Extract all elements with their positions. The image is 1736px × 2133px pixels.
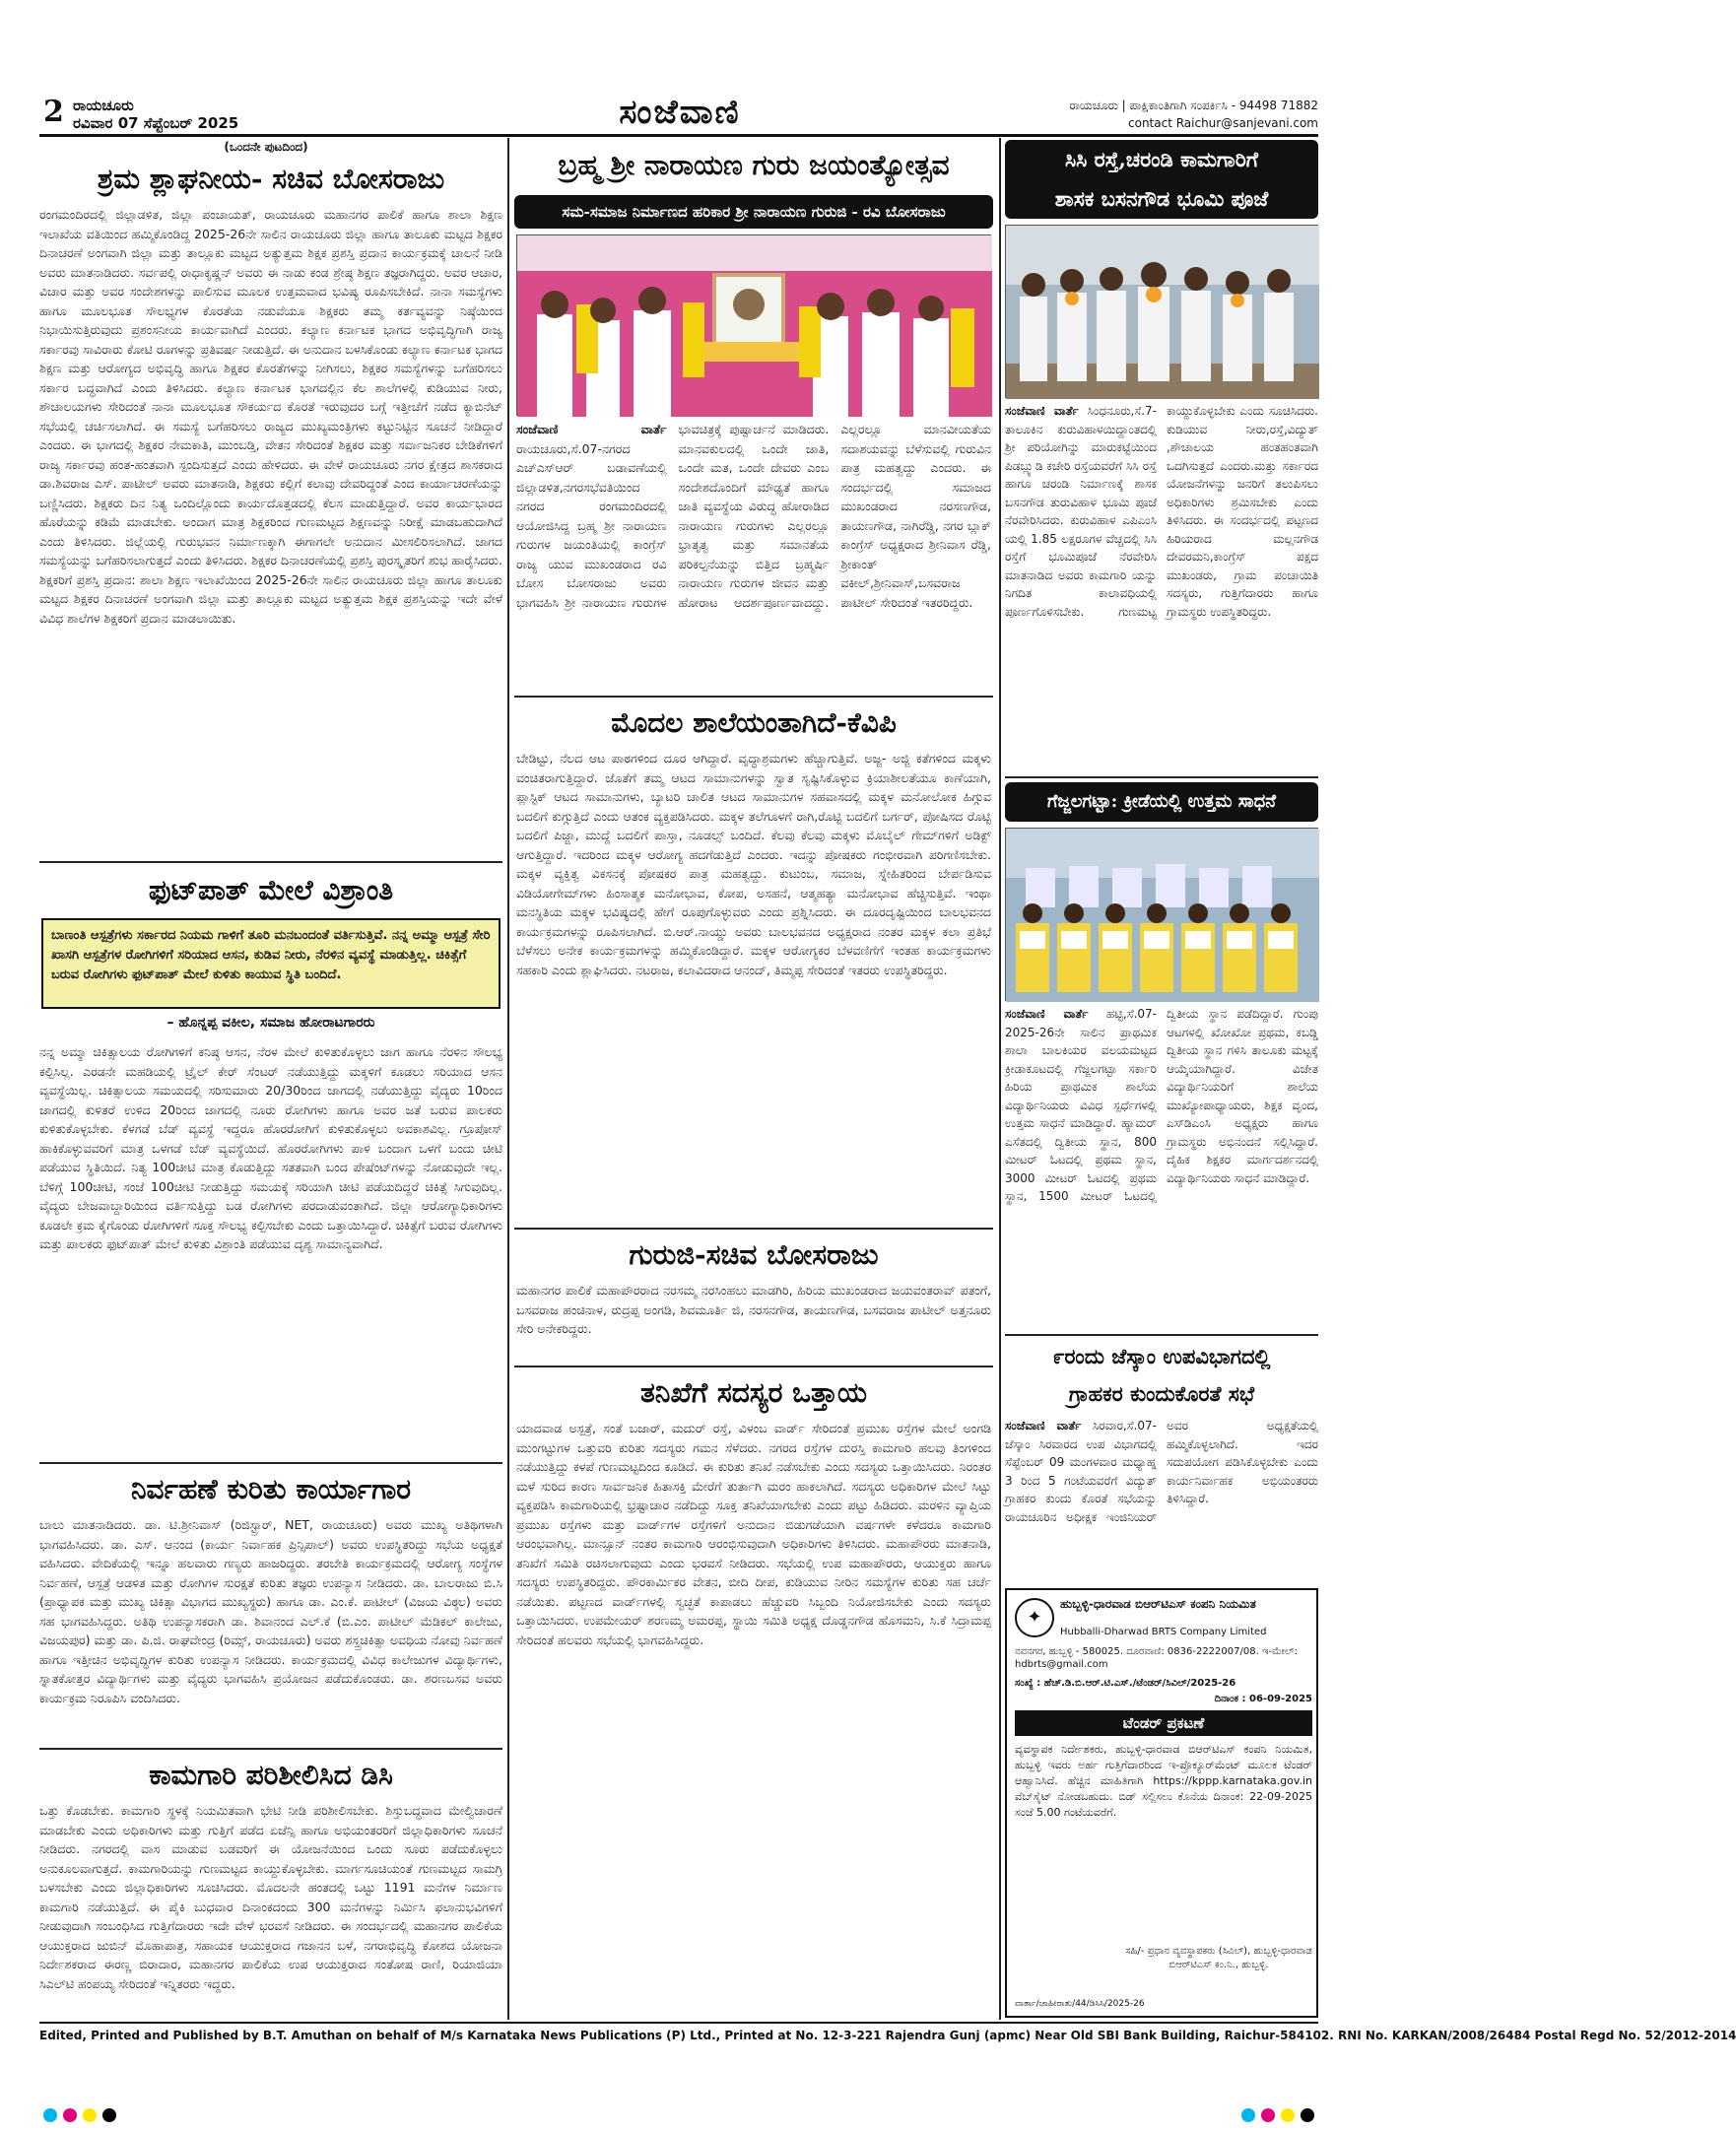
mid-story1-subheadline: ಸಮ-ಸಮಾಜ ನಿರ್ಮಾಣದ ಹರಿಕಾರ ಶ್ರೀ ನಾರಾಯಣ ಗುರುಜಿ - ರವಿ ಬೋಸರಾಜು [514,195,993,229]
registration-dot-cyan [1241,2108,1255,2122]
masthead-contact-line1: ರಾಯಚೂರು | ಪಾಕ್ಷಿಕಾಂತಿಗಾಗಿ ಸಂಪರ್ಕಿಸಿ - 94498 71882 [1069,99,1318,112]
story3-body: ಬಾಲು ಮಾತನಾಡಿದರು. ಡಾ. ಟಿ.ಶ್ರೀನಿವಾಸ್ (ರಿಜಿಸ್ಟ್ರಾರ್, NET, ರಾಯಚೂರು) ಅವರು ಮುಖ್ಯ ಅತಿಥಿಗಳಾಗಿ ಭಾಗವಹಿಸಿದರು. ಡಾ. ಎಸ್. ಆನಂದ (ಕಾರ್ಯ ನಿರ್ವಾಹಕ ಪ್ರಿನ್ಸಿಪಾಲ್) ಅವರು ಉಪಸ್ಥಿತರಿದ್ದು ಸಭೆಯ ಅಧ್ಯಕ್ಷತೆ ವಹಿಸಿದರು. ವೇದಿಕೆಯಲ್ಲಿ ಇನ್ನೂ ಹಲವಾರು ಗಣ್ಯರು ಹಾಜರಿದ್ದರು. ತರಬೇತಿ ಕಾರ್ಯಕ್ರಮದಲ್ಲಿ ಆರೋಗ್ಯ ಸಂಸ್ಥೆಗಳ ನಿರ್ವಹಣೆ, ಆಸ್ಪತ್ರೆ ಆಡಳಿತ ಮತ್ತು ರೋಗಿಗಳ ಸುರಕ್ಷತೆ ಕುರಿತು ತಜ್ಞರು ಉಪನ್ಯಾಸ ನೀಡಿದರು. ಡಾ. ಬಾಲರಾಜು ಬಿ.ಸಿ (ಪ್ರಾಧ್ಯಾಪಕ ಮತ್ತು ಮುಖ್ಯ ಚಿಕಿತ್ಸಾ ವಿಭಾಗದ ಮುಖ್ಯಸ್ಥರು) ಹಾಗೂ ಡಾ. ಎಂ.ಕೆ. ಪಾಟೀಲ್ (ವಿಜಯ ವಿಠ್ಠಲ) ಅವರು ಸಹ ಭಾಗವಹಿಸಿದ್ದರು. ಅತಿಥಿ ಉಪನ್ಯಾಸಕರಾಗಿ ಡಾ. ಶಿವಾನಂದ ಎಲ್.ಕೆ (ಬಿ.ಎಂ. ಪಾಟೀಲ್ ಮೆಡಿಕಲ್ ಕಾಲೇಜು, ವಿಜಯಪುರ) ಮತ್ತು ಡಾ. ಪಿ.ಜಿ. ರಾಘವೇಂದ್ರ (ರಿಮ್ಸ್, ರಾಯಚೂರು) ಅವರು ಶಸ್ತ್ರಚಿಕಿತ್ಸಾ ಅವಧಿಯ ನೋವು ನಿರ್ವಹಣೆ ಹಾಗೂ ಇತ್ತೀಚಿನ ಅಭಿವೃದ್ಧಿಗಳ ಕುರಿತು ಉಪನ್ಯಾಸ ನೀಡಿದರು. ಕಾರ್ಯಕ್ರಮದಲ್ಲಿ ವಿವಿಧ ಕಾಲೇಜುಗಳ ವಿದ್ಯಾರ್ಥಿಗಳು, ಸ್ನಾತಕೋತ್ತರ ವಿದ್ಯಾರ್ಥಿಗಳು ಮತ್ತು ವೈದ್ಯರು ಭಾಗವಹಿಸಿ ಪ್ರಯೋಜನ ಪಡೆದುಕೊಂಡರು. ಡಾ. ಶರಣಬಸವ ಅವರು ಕಾರ್ಯಕ್ರಮ ನಿರೂಪಿಸಿ ವಂದಿಸಿದರು. [39,1517,502,1705]
right-story1-text: ಸಿಂಧನೂರು,ಸೆ.7- ತಾಲೂಕಿನ ಕುರುವಿಹಾಳಯಿದ್ದಾಂತದಲ್ಲಿ ಶ್ರೀ ಪರಿಯೋಗಿನ್ನು ಮಾರುಕಟ್ಟೆಯಿಂದ ಪಿಡಬ್ಲ್ಯುಡಿ ಕಚೇರಿ ರಸ್ತೆಯವರೆಗೆ ಸಿಸಿ ರಸ್ತೆ ಹಾಗೂ ಚರಂಡಿ ನಿರ್ಮಾಣಕ್ಕೆ ಶಾಸಕ ಬಸನಗೌಡ ತುರುವಿಹಾಳ ಭೂಮಿ ಪೂಜೆ ನೆರವೇರಿಸಿದರು. ಕುರುವಿಹಾಳ ಎಪಿಎಂಸಿ ಯಲ್ಲಿ 1.85 ಲಕ್ಷರೂಗಳ ವೆಚ್ಚದಲ್ಲಿ ಸಿಸಿ ರಸ್ತೆಗೆ ಭೂಮಿಪೂಜೆ ನೆರವೇರಿಸಿ ಮಾತನಾಡಿದ ಅವರು ಕಾಮಗಾರಿ ಯನ್ನು ನಿಗದಿತ ಕಾಲಾವಧಿಯಲ್ಲಿ ಪೂರ್ಣಗೊಳಿಸಬೇಕು. ಗುಣಮಟ್ಟ ಕಾಯ್ದುಕೊಳ್ಳಬೇಕು ಎಂದು ಸೂಚಿಸಿದರು. ಕುಡಿಯುವ ನೀರು,ರಸ್ತೆ,ವಿದ್ಯುತ್ ,ಶೌಚಾಲಯ ಹಂತಹಂತವಾಗಿ ಒದಗಿಸುತ್ತದೆ ಎಂದರು.ಮತ್ತು ಸರ್ಕಾರದ ಯೋಜನೆಗಳನ್ನು ಜನರಿಗೆ ತಲುಪಿಸಲು ಅಧಿಕಾರಿಗಳು ಶ್ರಮಿಸಬೇಕು ಎಂದು ತಿಳಿಸಿದರು. ಈ ಸಂದರ್ಭದಲ್ಲಿ ಪಟ್ಟಣದ ಹಿರಿಯರಾದ ಮಲ್ಲನಗೌಡ ದೇವರಮನಿ,ಕಾಂಗ್ರೆಸ್ ಪಕ್ಷದ ಮುಖಂಡರು, ಗ್ರಾಮ ಪಂಚಾಯಿತಿ ಸದಸ್ಯರು, ಗುತ್ತಿಗೆದಾರರು ಹಾಗೂ ಗ್ರಾಮಸ್ಥರು ಉಪಸ್ಥಿತರಿದ್ದರು. [1005,404,1318,619]
ad-ref: ಸಂಖ್ಯೆ : ಹೆಚ್.ಡಿ.ಬಿ.ಆರ್.ಟಿ.ಎಸ್./ಟೆಂಡರ್/ಸಿವಿಲ್/2025-26 [1015,1678,1236,1689]
story2-headline: ಫುಟ್‌ಪಾತ್ ಮೇಲೆ ವಿಶ್ರಾಂತಿ [148,874,394,906]
continued-label: (ಒಂದನೇ ಪುಟದಿಂದ) [224,140,308,154]
right-story3-headline-line1: ೯ರಂದು ಜೆಸ್ಕಾಂ ಉಪವಿಭಾಗದಲ್ಲಿ [1052,1344,1271,1368]
registration-dot-magenta [1261,2108,1275,2122]
right-story3-body [1005,1417,1318,1582]
right-story2-byline: ಸಂಜೆವಾಣಿ ವಾರ್ತೆ [1005,1007,1089,1021]
paper-logo: ಸಂಜೆವಾಣಿ [619,93,741,132]
right-story1-byline: ಸಂಜೆವಾಣಿ ವಾರ್ತೆ [1005,404,1079,418]
registration-dot-magenta [63,2108,77,2122]
sports-students-illustration [1006,829,1319,1002]
footer-imprint: Edited, Printed and Published by B.T. Amuthan on behalf of M/s Karnataka News Publications (P) Ltd., Printed at No. 12-3-221 Rajendra Gunj (apmc) Near Old SBI Bank Building, Raichur-584102. RNI No. KARKAN/2008/26484 Postal Regd No. 52/2012-2014 [39,2022,1318,2047]
column-divider-right [999,138,1001,2020]
story-divider [39,861,502,863]
story2-quote-author: – ಹೊನ್ನಪ್ಪ ವಕೀಲ, ಸಮಾಜ ಹೋರಾಟಗಾರರು [167,1015,375,1031]
masthead-rule [39,134,1318,137]
ad-org-name: ಹುಬ್ಬಳ್ಳಿ-ಧಾರವಾಡ ಬಿಆರ್‌ಟಿಎಸ್ ಕಂಪನಿ ನಿಯಮಿತ [1060,1597,1256,1611]
right-story1-body [1005,402,1318,772]
ad-signature: ಸಹಿ/- ಪ್ರಧಾನ ವ್ಯವಸ್ಥಾಪಕರು (ಸಿವಿಲ್), ಹುಬ್ಬಳ್ಳಿ-ಧಾರವಾಡ ಬಿಆರ್‌ಟಿಎಸ್ ಕಂ.ನಿ., ಹುಬ್ಬಳ್ಳಿ. [1125,1946,1312,1970]
jayanti-event-illustration [517,235,992,417]
registration-dot-black [1301,2108,1314,2122]
story-divider [514,1366,993,1367]
registration-marks-right [1241,2108,1314,2122]
mid-story1-headline: ಬ್ರಹ್ಮ ಶ್ರೀ ನಾರಾಯಣ ಗುರು ಜಯಂತ್ಯೋತ್ಸವ [558,149,950,181]
story-divider [39,1748,502,1750]
right-story1-headline-line1: ಸಿಸಿ ರಸ್ತೆ,ಚರಂಡಿ ಕಾಮಗಾರಿಗೆ [1005,140,1318,179]
jayanti-event-photo [516,234,991,416]
masthead-date: ರವಿವಾರ 07 ಸೆಪ್ಟೆಂಬರ್ 2025 [73,114,239,132]
right-story3-headline-line2: ಗ್ರಾಹಕರ ಕುಂದುಕೊರತೆ ಸಭೆ [1068,1381,1255,1406]
mid-story3-headline: ಗುರುಜಿ-ಸಚಿವ ಬೋಸರಾಜು [629,1238,879,1271]
story-divider [514,696,993,698]
registration-dot-black [102,2108,116,2122]
story-divider [514,1228,993,1230]
mid-story1-body [516,420,991,692]
ad-tender-body: ವ್ಯವಸ್ಥಾಪಕ ನಿರ್ದೇಶಕರು, ಹುಬ್ಬಳ್ಳಿ-ಧಾರವಾಡ ಬಿಆರ್‌ಟಿಎಸ್ ಕಂಪನಿ ನಿಯಮಿತ, ಹುಬ್ಬಳ್ಳಿ ಇವರು ಅರ್ಹ ಗುತ್ತಿಗೆದಾರರಿಂದ ಇ-ಪ್ರೊಕ್ಯೂರ್‌ಮೆಂಟ್ ಮೂಲಕ ಟೆಂಡರ್ ಆಹ್ವಾನಿಸಿದೆ. ಹೆಚ್ಚಿನ ಮಾಹಿತಿಗಾಗಿ https://kppp.karnataka.gov.in ವೆಬ್‌ಸೈಟ್ ನೋಡಬಹುದು. ಬಿಡ್ ಸಲ್ಲಿಸಲು ಕೊನೆಯ ದಿನಾಂಕ: 22-09-2025 ಸಂಜೆ 5.00 ಗಂಟೆಯವರೆಗೆ. [1015,1743,1312,1819]
mid-story4-body: ಯಾದವಾಡ ಅಸ್ಪತ್ರೆ, ಸಂತೆ ಬಜಾರ್, ಮದುರ್ ರಸ್ತೆ, ವಿಳಂಬ ವಾರ್ಡ್ ಸೇರಿದಂತೆ ಪ್ರಮುಖ ರಸ್ತೆಗಳ ಮೇಲೆ ಅಂಗಡಿ ಮುಂಗಟ್ಟುಗಳ ಒತ್ತುವರಿ ಕುರಿತು ಸದಸ್ಯರು ಗಮನ ಸೆಳೆದರು. ನಗರದ ರಸ್ತೆಗಳ ದುರಸ್ತಿ ಕಾಮಗಾರಿ ಹಲವು ತಿಂಗಳಿಂದ ನಡೆಯುತ್ತಿದ್ದು ಕಳಪೆ ಗುಣಮಟ್ಟದಿಂದ ಕೂಡಿದೆ. ಈ ಕುರಿತು ತನಿಖೆ ನಡೆಸಬೇಕು ಎಂದು ಸದಸ್ಯರು ಒತ್ತಾಯಿಸಿದರು. ನಿರಂತರ ಮಳೆ ಸುರಿದ ಕಾರಣ ಸಾರ್ವಜನಿಕ ಹಿತಾಸಕ್ತಿ ಮೇರೆಗೆ ತುರ್ತಾಗಿ ಮರಂ ಹಾಕಲಾಗಿದೆ. ಸದಸ್ಯರು ಅಧಿಕಾರಿಗಳ ಮೇಲೆ ಸಿಟ್ಟು ವ್ಯಕ್ತಪಡಿಸಿ ಕಾಮಗಾರಿಯಲ್ಲಿ ಭ್ರಷ್ಟಾಚಾರ ನಡೆದಿದ್ದು ಸೂಕ್ತ ತನಿಖೆಯಾಗಬೇಕು ಎಂದು ಪಟ್ಟು ಹಿಡಿದರು. ಮರಳಿನ ವ್ಯಾಪ್ತಿಯ ಪ್ರಮುಖ ರಸ್ತೆಗಳು ಮತ್ತು ವಾರ್ಡ್‌ಗಳ ರಸ್ತೆಗಳಿಗೆ ಅನುದಾನ ಬಿಡುಗಡೆಯಾಗಿ ವರ್ಷಗಳೇ ಕಳೆದರೂ ಕಾಮಗಾರಿ ಆರಂಭವಾಗಿಲ್ಲ. ಮಾನ್ಸೂನ್ ನಂತರ ಕಾಮಗಾರಿ ಆರಂಭಿಸುವುದಾಗಿ ಅಧಿಕಾರಿಗಳು ತಿಳಿಸಿದರು. ಮಹಾಪೌರರು ಮಾತನಾಡಿ, ತನಿಖೆಗೆ ಸಮಿತಿ ರಚಿಸಲಾಗುವುದು ಎಂದು ಭರವಸೆ ನೀಡಿದರು. ಸಭೆಯಲ್ಲಿ ಉಪ ಮಹಾಪೌರರು, ಆಯುಕ್ತರು ಹಾಗೂ ಸದಸ್ಯರು ಉಪಸ್ಥಿತರಿದ್ದರು. ಪೌರಕಾರ್ಮಿಕರ ವೇತನ, ಬೀದಿ ದೀಪ, ಕುಡಿಯುವ ನೀರಿನ ಸಮಸ್ಯೆಗಳ ಕುರಿತು ಸಹ ಚರ್ಚೆ ನಡೆಯಿತು. ಪಟ್ಟಣದ ವಾರ್ಡ್‌ಗಳಲ್ಲಿ ಸ್ವಚ್ಛತೆ ಕಾಪಾಡಲು ಹೆಚ್ಚುವರಿ ಸಿಬ್ಬಂದಿ ನಿಯೋಜಿಸಬೇಕು ಎಂದು ಸದಸ್ಯರು ಒತ್ತಾಯಿಸಿದರು. ಉಪಮೇಯರ್ ಶರಣಮ್ಮ ಅಮರಪ್ಪ, ಸ್ಥಾಯಿ ಸಮಿತಿ ಅಧ್ಯಕ್ಷ ದೊಡ್ಡನಗೌಡ ಹೊಸಮನಿ, ಸಿ.ಕೆ ಸಿದ್ರಾಮಪ್ಪ ಸೇರಿದಂತೆ ಹಲವರು ಸಭೆಯಲ್ಲಿ ಭಾಗವಹಿಸಿದ್ದರು. [516,1421,991,1647]
mid-story4-headline: ತನಿಖೆಗೆ ಸದಸ್ಯರ ಒತ್ತಾಯ [639,1376,868,1409]
ad-tender-title: ಟೆಂಡರ್ ಪ್ರಕಟಣೆ [1015,1710,1312,1736]
story2-quote: ಬಾಣಂತಿ ಆಸ್ಪತ್ರೆಗಳು ಸರ್ಕಾರದ ನಿಯಮ ಗಾಳಿಗೆ ತೂರಿ ಮನಬಂದಂತೆ ವರ್ತಿಸುತ್ತಿವೆ. ನನ್ನ ಅಮ್ಮಾ ಆಸ್ಪತ್ರೆ ಸೇರಿ ಖಾಸಗಿ ಆಸ್ಪತ್ರೆಗಳ ರೋಗಿಗಳಿಗೆ ಸರಿಯಾದ ಆಸನ, ಕುಡಿವ ನೀರು, ನೆರಳಿನ ವ್ಯವಸ್ಥೆ ಮಾಡುತ್ತಿಲ್ಲ. ಚಿಕಿತ್ಸೆಗೆ ಬರುವ ರೋಗಿಗಳು ಫುಟ್‌ಪಾತ್ ಮೇಲೆ ಕುಳಿತು ಕಾಯುವ ಸ್ಥಿತಿ ಬಂದಿದೆ. [41,918,501,1009]
story1-headline: ಶ್ರಮ ಶ್ಲಾಘನೀಯ- ಸಚಿವ ಬೋಸರಾಜು [97,163,445,195]
right-story3-text: ಸಿರವಾರ,ಸೆ.07-ಜೆಸ್ಕಾಂ ಸಿರವಾರದ ಉಪ ವಿಭಾಗದಲ್ಲಿ ಸೆಪ್ಟೆಂಬರ್ 09 ಮಂಗಳವಾರ ಮಧ್ಯಾಹ್ನ 3 ರಿಂದ 5 ಗಂಟೆಯವರೆಗೆ ವಿದ್ಯುತ್ ಗ್ರಾಹಕರ ಕುಂದು ಕೊರತೆ ಸಭೆಯನ್ನು ರಾಯಚೂರಿನ ಅಧೀಕ್ಷಕ ಇಂಜಿನಿಯರ್ ಅವರ ಅಧ್ಯಕ್ಷತೆಯಲ್ಲಿ ಹಮ್ಮಿಕೊಳ್ಳಲಾಗಿದೆ. ಇದರ ಸದುಪಯೋಗ ಪಡಿಸಿಕೊಳ್ಳಬೇಕು ಎಂದು ಕಾರ್ಯನಿರ್ವಾಹಕ ಅಭಿಯಂತರರು ತಿಳಿಸಿದ್ದಾರೆ. [1005,1419,1318,1524]
right-story2-body [1005,1005,1318,1330]
mid-story1-byline: ಸಂಜೆವಾಣಿ ವಾರ್ತೆ [516,422,667,436]
page-number: 2 [43,95,64,129]
right-story2-text: ಹಟ್ಟಿ,ಸೆ.07-2025-26ನೇ ಸಾಲಿನ ಪ್ರಾಥಮಿಕ ಶಾಲಾ ಬಾಲಕಿಯರ ವಲಯಮಟ್ಟದ ಕ್ರೀಡಾಕೂಟದಲ್ಲಿ ಗೆಜ್ಜಲಗಟ್ಟಾ ಸರ್ಕಾರಿ ಹಿರಿಯ ಪ್ರಾಥಮಿಕ ಶಾಲೆಯ ವಿದ್ಯಾರ್ಥಿನಿಯರು ವಿವಿಧ ಸ್ಪರ್ಧೆಗಳಲ್ಲಿ ಉತ್ತಮ ಸಾಧನೆ ಮಾಡಿದ್ದಾರೆ. ಹ್ಯಾಮರ್ ಎಸೆತದಲ್ಲಿ ದ್ವಿತೀಯ ಸ್ಥಾನ, 800 ಮೀಟರ್ ಓಟದಲ್ಲಿ ಪ್ರಥಮ ಸ್ಥಾನ, 3000 ಮೀಟರ್ ಓಟದಲ್ಲಿ ಪ್ರಥಮ ಸ್ಥಾನ, 1500 ಮೀಟರ್ ಓಟದಲ್ಲಿ ದ್ವಿತೀಯ ಸ್ಥಾನ ಪಡೆದಿದ್ದಾರೆ. ಗುಂಪು ಆಟಗಳಲ್ಲಿ ಖೋಖೋ ಪ್ರಥಮ, ಕಬಡ್ಡಿ ದ್ವಿತೀಯ ಸ್ಥಾನ ಗಳಿಸಿ ತಾಲೂಕು ಮಟ್ಟಕ್ಕೆ ಆಯ್ಕೆಯಾಗಿದ್ದಾರೆ. ವಿಜೇತ ವಿದ್ಯಾರ್ಥಿನಿಯರಿಗೆ ಶಾಲೆಯ ಮುಖ್ಯೋಪಾಧ್ಯಾಯರು, ಶಿಕ್ಷಕ ವೃಂದ, ಎಸ್‌ಡಿಎಂಸಿ ಅಧ್ಯಕ್ಷರು ಹಾಗೂ ಗ್ರಾಮಸ್ಥರು ಅಭಿನಂದನೆ ಸಲ್ಲಿಸಿದ್ದಾರೆ. ದೈಹಿಕ ಶಿಕ್ಷಕರ ಮಾರ್ಗದರ್ಶನದಲ್ಲಿ ವಿದ್ಯಾರ್ಥಿನಿಯರು ಸಾಧನೆ ಮಾಡಿದ್ದಾರೆ. [1005,1007,1318,1203]
mid-story3-body: ಮಹಾನಗರ ಪಾಲಿಕೆ ಮಹಾಪೌರರಾದ ನರಸಮ್ಮ ನರಸಿಂಹಲು ಮಾಡಗಿರಿ, ಹಿರಿಯ ಮುಖಂಡರಾದ ಜಯವಂತರಾವ್ ಪತಂಗೆ, ಬಸವರಾಜ ಹಂಚಿನಾಳ, ರುದ್ರಪ್ಪ ಅಂಗಡಿ, ಶಿವಮೂರ್ತಿ ಜಿ, ನರಸನಗೌಡ, ತಾಯಣಗೌಡ, ಬಸವರಾಜ ಪಾಟೀಲ್ ಅತ್ತನೂರು ಸೇರಿ ಅನೇಕರಿದ್ದರು. [516,1283,991,1336]
story4-body: ಒತ್ತು ಕೊಡಬೇಕು. ಕಾಮಗಾರಿ ಸ್ಥಳಕ್ಕೆ ನಿಯಮಿತವಾಗಿ ಭೇಟಿ ನೀಡಿ ಪರಿಶೀಲಿಸಬೇಕು. ಶಿಸ್ತುಬದ್ಧವಾದ ಮೇಲ್ವಿಚಾರಣೆ ಮಾಡಬೇಕು ಎಂದು ಅಧಿಕಾರಿಗಳು ಮತ್ತು ಗುತ್ತಿಗೆ ಪಡೆದ ಏಜೆನ್ಸಿ ಹಾಗೂ ಅಭಿಯಂತರರಿಗೆ ಜಿಲ್ಲಾಧಿಕಾರಿಗಳು ಸೂಚನೆ ನೀಡಿದರು. ನಗರದಲ್ಲಿ ವಾಸ ಮಾಡುವ ಬಡವರಿಗೆ ಈ ಯೋಜನೆಯಿಂದ ಒಂದು ಸೂರು ಪಡೆದುಕೊಳ್ಳಲು ಅನುಕೂಲವಾಗುತ್ತದೆ. ಕಾಮಗಾರಿಯನ್ನು ಗುಣಮಟ್ಟದ ಕಾಯ್ದುಕೊಳ್ಳಬೇಕು. ಮಾರ್ಗಸೂಚಿಯಂತೆ ಗುಣಮಟ್ಟದ ಸಾಮಗ್ರಿ ಬಳಸಬೇಕು ಎಂದು ಜಿಲ್ಲಾಧಿಕಾರಿಗಳು ಸೂಚಿಸಿದರು. ಮೊದಲನೇ ಹಂತದಲ್ಲಿ ಒಟ್ಟು 1191 ಮನೆಗಳ ನಿರ್ಮಾಣ ಕಾಮಗಾರಿ ನಡೆಯುತ್ತಿದೆ. ಈ ಪೈಕಿ ಬುಧವಾರ ದಿನಾಂಕದಂದು 300 ಮನೆಗಳನ್ನು ನಿರ್ಮಿಸಿ ಫಲಾನುಭವಿಗಳಿಗೆ ನೀಡುವುದಾಗಿ ಸಂಬಂಧಿಸಿದ ಗುತ್ತಿಗೆದಾರರು ಇದೇ ವೇಳೆ ಭರವಸೆ ನೀಡಿದರು. ಈ ಸಂದರ್ಭದಲ್ಲಿ ಮಹಾನಗರ ಪಾಲಿಕೆಯ ಆಯುಕ್ತರಾದ ಜುಬಿನ್ ಮೊಹಾಪಾತ್ರ, ಸಹಾಯಕ ಆಯುಕ್ತರಾದ ಗಜಾನನ ಬಳೆ, ನಗರಾಭಿವೃದ್ಧಿ ಕೋಶದ ಯೋಜನಾ ನಿರ್ದೇಶಕರಾದ ಈರಣ್ಣ ಬಿರಾದಾರ, ಮಹಾನಗರ ಪಾಲಿಕೆಯ ಉಪ ಆಯುಕ್ತರಾದ ಸಂತೋಷ ರಾಣಿ, ರಿಯಾಜಿಯಾ ಸಿಎಲ್‌ಟಿ ಹಂಪಯ್ಯ ಸೇರಿದಂತೆ ಇನ್ನಿತರರು ಇದ್ದರು. [39,1803,502,1991]
sports-students-photo [1005,828,1318,1001]
bhoomi-pooja-photo [1005,225,1318,398]
registration-dot-cyan [43,2108,57,2122]
mid-story1-text: ರಾಯಚೂರು,ಸೆ.07-ನಗರದ ಎಚ್‌ಎಸ್‌ಆರ್ ಬಡಾವಣೆಯಲ್ಲಿ ಜಿಲ್ಲಾಡಳಿತ,ನಗರಸಭೆವತಿಯಿಂದ ನಗರದ ರಂಗಮಂದಿರದಲ್ಲಿ ಆಯೋಜಿಸಿದ್ದ ಬ್ರಹ್ಮ ಶ್ರೀ ನಾರಾಯಣ ಗುರುಗಳ ಜಯಂತಿಯಲ್ಲಿ ಕಾಂಗ್ರೆಸ್ ರಾಜ್ಯ ಯುವ ಮುಖಂಡರಾದ ರವಿ ಬೋಸ ಬೋಸರಾಜು ಅವರು ಭಾಗವಹಿಸಿ ಶ್ರೀ ನಾರಾಯಣ ಗುರುಗಳ ಭಾವಚಿತ್ರಕ್ಕೆ ಪುಷ್ಪಾರ್ಚನೆ ಮಾಡಿದರು. ಮಾನವಕುಲದಲ್ಲಿ ಒಂದೇ ಜಾತಿ, ಒಂದೇ ಮತ, ಒಂದೇ ದೇವರು ಎಂಬ ಸಂದೇಶದೊಂದಿಗೆ ಮೌಢ್ಯತೆ ಹಾಗೂ ಜಾತಿ ವ್ಯವಸ್ಥೆಯ ವಿರುದ್ಧ ಹೋರಾಡಿದ ನಾರಾಯಣ ಗುರುಗಳು ಎಲ್ಲರಲ್ಲೂ ಭ್ರಾತೃತ್ವ ಮತ್ತು ಸಮಾನತೆಯ ಪರಿಕಲ್ಪನೆಯನ್ನು ಬಿತ್ತಿದ ಬ್ರಹ್ಮರ್ಷಿ ನಾರಾಯಣ ಗುರುಗಳ ಜೀವನ ಮತ್ತು ಹೋರಾಟ ಆದರ್ಶಪೂರ್ಣವಾದದ್ದು. ಎಲ್ಲರಲ್ಲೂ ಮಾನವೀಯತೆಯ ಸದಾಶಯವನ್ನು ಬೆಳೆಸುವಲ್ಲಿ ಗುರುವಿನ ಪಾತ್ರ ಮಹತ್ವದ್ದು ಎಂದರು. ಈ ಸಂದರ್ಭದಲ್ಲಿ ಸಮಾಜದ ಮುಖಂಡರಾದ ನರಸಣಗೌಡ, ತಾಯಣಗೌಡ, ನಾಗಿರೆಡ್ಡಿ, ನಗರ ಬ್ಲಾಕ್ ಕಾಂಗ್ರೆಸ್ ಅಧ್ಯಕ್ಷರಾದ ಶ್ರೀನಿವಾಸ ರೆಡ್ಡಿ, ಶ್ರೀಕಾಂತ್ ವಕೀಲ್,ಶ್ರೀನಿವಾಸ್,ಬಸವರಾಜ ಪಾಟೀಲ್ ಸೇರಿದಂತೆ ಇತರರಿದ್ದರು. [516,422,991,610]
ad-footnote: ವಾರ್ತಾ/ಜಾಹೀರಾತು/44/ಡಿಸಿಸಿ/2025-26 [1015,1999,1145,2009]
masthead-contact-line2: contact Raichur@sanjevani.com [1128,116,1318,130]
right-story2-headline: ಗೆಜ್ಜಲಗಟ್ಟಾ: ಕ್ರೀಡೆಯಲ್ಲಿ ಉತ್ತಮ ಸಾಧನೆ [1005,782,1318,822]
bhoomi-pooja-illustration [1006,226,1319,399]
column-divider-left [507,138,509,2020]
ad-ref-date: ದಿನಾಂಕ : 06-09-2025 [1214,1694,1312,1704]
ad-address: ನವನಗರ, ಹುಬ್ಬಳ್ಳಿ - 580025. ದೂರವಾಣಿ: 0836-2222007/08. ಇ-ಮೇಲ್: hdbrts@gmail.com [1015,1646,1298,1670]
registration-dot-yellow [83,2108,97,2122]
masthead-city: ರಾಯಚೂರು [73,97,134,114]
ad-org-sub: Hubballi-Dharwad BRTS Company Limited [1060,1627,1267,1637]
story4-headline: ಕಾಮಗಾರಿ ಪರಿಶೀಲಿಸಿದ ಡಿಸಿ [149,1759,393,1791]
right-story3-byline: ಸಂಜೆವಾಣಿ ವಾರ್ತೆ [1005,1419,1082,1433]
registration-marks-left [43,2108,116,2122]
story1-body: ರಂಗಮಂದಿರದಲ್ಲಿ ಜಿಲ್ಲಾಡಳಿತ, ಜಿಲ್ಲಾ ಪಂಚಾಯತ್, ರಾಯಚೂರು ಮಹಾನಗರ ಪಾಲಿಕೆ ಹಾಗೂ ಶಾಲಾ ಶಿಕ್ಷಣ ಇಲಾಖೆಯ ವತಿಯಿಂದ ಹಮ್ಮಿಕೊಂಡಿದ್ದ 2025-26ನೇ ಸಾಲಿನ ರಾಯಚೂರು ಜಿಲ್ಲಾ ಹಾಗೂ ತಾಲೂಕು ಮಟ್ಟದ ಶಿಕ್ಷಕರ ದಿನಾಚರಣೆ ಅಂಗವಾಗಿ ಜಿಲ್ಲಾ ಮತ್ತು ತಾಲ್ಲೂಕು ಮಟ್ಟದ ಅತ್ಯುತ್ತಮ ಶಿಕ್ಷಕ ಪ್ರಶಸ್ತಿ ಪ್ರದಾನ ಕಾರ್ಯಕ್ರಮಕ್ಕೆ ಚಾಲನೆ ನೀಡಿ ಅವರು ಮಾತನಾಡಿದರು. ಸರ್ವಪಲ್ಲಿ ರಾಧಾಕೃಷ್ಣನ್ ಅವರು ಈ ನಾಡು ಕಂಡ ಶ್ರೇಷ್ಠ ಶಿಕ್ಷಣ ತಜ್ಞರಾಗಿದ್ದರು. ಅವರ ಆಚಾರ, ವಿಚಾರ ಮತ್ತು ಅವರ ಸಂದೇಶಗಳನ್ನು ಪಾಲಿಸುವ ಮೂಲಕ ಉತ್ತಮವಾದ ಭವಿಷ್ಯ ರೂಪಿಸಬೇಕಿದೆ. ನಾನಾ ಸಮಸ್ಯೆಗಳು ಹಾಗೂ ಮೂಲಭೂತ ಸೌಲಭ್ಯಗಳ ಕೊರತೆಯ ನಡುವೆಯೂ ಶಿಕ್ಷಕರು ತಮ್ಮ ಕರ್ತವ್ಯವನ್ನು ನಿಷ್ಠೆಯಿಂದ ನಿಭಾಯಿಸುತ್ತಿರುವುದು ಪ್ರಶಂಸನೀಯ ಕಾರ್ಯವಾಗಿದೆ ಎಂದರು. ಕಲ್ಯಾಣ ಕರ್ನಾಟಕ ಭಾಗದ ಅಭಿವೃದ್ಧಿಗಾಗಿ ರಾಜ್ಯ ಸರ್ಕಾರವು ಸಾವಿರಾರು ಕೋಟಿ ರೂಗಳನ್ನು ಪ್ರತಿವರ್ಷ ನೀಡುತ್ತಿದೆ. ಈ ಅನುದಾನ ಬಳಸಿಕೊಂಡು ಕಲ್ಯಾಣ ಕರ್ನಾಟಕ ಭಾಗದ ಶಿಕ್ಷಣ ಮತ್ತು ಆರೋಗ್ಯದ ಅಭಿವೃದ್ಧಿ ಹಾಗೂ ಶಿಕ್ಷಕರ ಕೊರತೆಗಳನ್ನು ನೀಗಿಸಲು, ಶಿಕ್ಷಕರ ಸಮಸ್ಯೆಗಳನ್ನು ಬಗೆಹರಿಸಲು ಸರ್ಕಾರ ಬದ್ಧವಾಗಿದೆ ಎಂದು ತಿಳಿಸಿದರು. ಕಲ್ಯಾಣ ಕರ್ನಾಟಕ ಭಾಗದಲ್ಲಿನ ಕೆಲ ಶಾಲೆಗಳಲ್ಲಿ ಕುಡಿಯುವ ನೀರು, ಶೌಚಾಲಯಗಳು ಸೇರಿದಂತೆ ನಾನಾ ಮೂಲಭೂತ ಸೌಕರ್ಯದ ಕೊರತೆ ಇರುವುದರ ಬಗ್ಗೆ ಇತ್ತೀಚೆಗೆ ನಡೆದ ಕ್ಯಾಬಿನೆಟ್ ಸಭೆಯಲ್ಲಿ ಚರ್ಚಿಸಲಾಗಿದೆ. ಈ ಸಮಸ್ಯೆ ಬಗೆಹರಿಸಲು ರಾಜ್ಯದ ಮುಖ್ಯಮಂತ್ರಿಗಳು ಕಟ್ಟುನಿಟ್ಟಿನ ಸೂಚನೆ ನೀಡಿದ್ದಾರೆ ಎಂದರು. ಈ ಭಾಗದಲ್ಲಿ ಶಿಕ್ಷಕರ ನೇಮಕಾತಿ, ಮುಂಬಡ್ತಿ, ವೇತನ ಸೇರಿದಂತೆ ಶಿಕ್ಷಕರ ಮತ್ತು ಸರ್ವಾಜನಿಕರ ಬೇಡಿಕೆಗಳಿಗೆ ರಾಜ್ಯ ಸರ್ಕಾರವು ಹಂತ-ಹಂತವಾಗಿ ಸ್ಪಂದಿಸುತ್ತದೆ ಎಂದು ಹೇಳಿದರು. ಈ ವೇಳೆ ರಾಯಚೂರು ನಗರ ಕ್ಷೇತ್ರದ ಶಾಸಕರಾದ ಡಾ.ಶಿವರಾಜ ಎಸ್. ಪಾಟೀಲ್ ಅವರು ಮಾತನಾಡಿ, ಶಿಕ್ಷಕರು ಕಲ್ಲಿಗೆ ಕಲಾವು ದೇವರಿದ್ದಂತೆ ಎಂದ ಕಾರ್ಯಾಚರಣೆಯನ್ನು ಬಣ್ಣಿಸಿದರು. ಶಿಕ್ಷಕರು ದಿನ ನಿತ್ಯ ಒಂದಿಲ್ಲೊಂದು ಕಾರ್ಯದೊತ್ತಡದಲ್ಲಿ ಕೆಲಸ ಮಾಡುತ್ತಿದ್ದಾರೆ. ಅವರ ಕಾರ್ಯಭಾರದ ಹೊರೆಯನ್ನು ಕಡಿಮೆ ಮಾಡಬೇಕು. ಅಂದಾಗ ಮಾತ್ರ ಶಿಕ್ಷಕರಿಂದ ಗುಣಮಟ್ಟದ ಶಿಕ್ಷಣವನ್ನು ನಿರೀಕ್ಷೆ ಮಾಡಬಹುದಾಗಿದೆ ಎಂದು ತಿಳಿಸಿದರು. ಜಿಲ್ಲೆಯಲ್ಲಿ ಗುರುಭವನ ನಿರ್ಮಾಣಕ್ಕಾಗಿ ಈಗಾಗಲೇ ಅನುದಾನ ಮೀಸಲಿರಿಸಲಾಗಿದೆ. ಜಾಗದ ಸಮಸ್ಯೆಯನ್ನು ಬಗೆಹರಿಸಲಾಗುತ್ತದೆ ಎಂದು ತಿಳಿಸಿದರು. ಶಿಕ್ಷಕರ ದಿನಾಚರಣೆಯಲ್ಲಿ ಪ್ರಶಸ್ತಿ ಪುರಸ್ಕೃತರಿಗೆ ಶುಭ ಹಾರೈಸಿದರು. ಶಿಕ್ಷಕರಿಗೆ ಪ್ರಶಸ್ತಿ ಪ್ರದಾನ: ಶಾಲಾ ಶಿಕ್ಷಣ ಇಲಾಖೆಯಿಂದ 2025-26ನೇ ಸಾಲಿನ ರಾಯಚೂರು ಜಿಲ್ಲಾ ಹಾಗೂ ತಾಲೂಕು ಮಟ್ಟದ ಶಿಕ್ಷಕರ ದಿನಾಚರಣೆ ಅಂಗವಾಗಿ ಜಿಲ್ಲಾ ಮತ್ತು ತಾಲ್ಲೂಕು ಮಟ್ಟದ ಅತ್ಯುತ್ತಮ ಶಿಕ್ಷಕ ಪ್ರಶಸ್ತಿಯನ್ನು ಇದೇ ವೇಳೆ ವಿವಿಧ ಶಾಲೆಗಳ ಶಿಕ್ಷಕರಿಗೆ ಪ್ರದಾನ ಮಾಡಲಾಯಿತು. [39,207,502,626]
registration-dot-yellow [1281,2108,1295,2122]
right-story1-headline-line2: ಶಾಸಕ ಬಸನಗೌಡ ಭೂಮಿ ಪೂಜೆ [1005,179,1318,219]
tender-advertisement [1005,1588,1318,2018]
mid-story2-headline: ಮೊದಲ ಶಾಲೆಯಂತಾಗಿದೆ-ಕೆವಿಪಿ [611,706,897,739]
story2-body: ನನ್ನ ಅಮ್ಮಾ ಚಿಕಿತ್ಸಾಲಯ ರೋಗಿಗಳಿಗೆ ಕನಿಷ್ಠ ಆಸನ, ನೆರಳ ಮೇಲೆ ಕುಳಿತುಕೊಳ್ಳಲು ಜಾಗ ಹಾಗೂ ನೆರಳಿನ ಸೌಲಭ್ಯ ಕಲ್ಪಿಸಿಲ್ಲ. ಎರಡನೇ ಮಹಡಿಯಲ್ಲಿ ಟ್ರೈಲ್ ಕೇರ್ ಸೆಂಟರ್ ನಡೆಯುತ್ತಿದ್ದು ಮಕ್ಕಳಿಗೆ ಕೂಡಲು ಸರಿಯಾದ ಆಸನ ವ್ಯವಸ್ಥೆಯಿಲ್ಲ. ಚಿಕಿತ್ಸಾಲಯ ಸಮಯದಲ್ಲಿ ಸರಿಸುಮಾರು 20/30ರಿಂದ ಜಾಗದಲ್ಲಿ ನಡೆಯುತ್ತಿದ್ದು ವೈದ್ಯರು 10ರಿಂದ ಜಾಗದಲ್ಲಿ ಕುಳಿತರೆ ಉಳಿದ 20ರಿಂದ ಜಾಗದಲ್ಲಿ ನೂರು ರೋಗಿಗಳು ಹಾಗೂ ಅವರ ಜತೆ ಬರುವ ಪಾಲಕರು ಕುಳಿತುಕೊಳ್ಳಬೇಕು. ಕೆಳಗಡೆ ಬೆಡ್ ವ್ಯವಸ್ಥೆ ಇದ್ದರೂ ಹೊರರೋಗಿಗೆ ಕುಳಿತುಕೊಳ್ಳಲು ಅವಕಾಶವಿಲ್ಲ. ಗ್ರೂಪೋಸ್ ಹಾಕಿಕೊಳ್ಳುವವರಿಗೆ ಮಾತ್ರ ಒಳಗಡೆ ಬೆಡ್ ವ್ಯವಸ್ಥೆಯಿದೆ. ಹೊರರೋಗಿಗಳು ಪಾಳಿ ಬಂದಾಗ ಒಳಗೆ ಬಂದು ಚೀಟಿ ಪಡೆಯುವ ಸ್ಥಿತಿಯಿದೆ. ನಿತ್ಯ 100ಚೀಟಿ ಮಾತ್ರ ಕೊಡುತ್ತಿದ್ದು ಸತತವಾಗಿ ಬಂದ ಪೇಷೆಂಟ್‌ಗಳನ್ನು ನೋಡುವುದೇ ಇಲ್ಲ. ಬೆಳಿಗ್ಗೆ 100ಚೀಟಿ, ಸಂಜೆ 100ಚೀಟಿ ನೀಡುತ್ತಿದ್ದು ಸಮಯಕ್ಕೆ ಸರಿಯಾಗಿ ಚೀಟಿ ಪಡೆಯದಿದ್ದರೆ ಚಿಕಿತ್ಸೆ ಸಿಗುವುದಿಲ್ಲ. ವೈದ್ಯರು ಬೇಜವಾಬ್ದಾರಿಯಿಂದ ವರ್ತಿಸುತ್ತಿದ್ದು ಬಡ ರೋಗಿಗಳು ಪರದಾಡುವಂತಾಗಿದೆ. ಜಿಲ್ಲಾ ಆರೋಗ್ಯಾಧಿಕಾರಿಗಳು ಕೂಡಲೇ ಕ್ರಮ ಕೈಗೊಂಡು ರೋಗಿಗಳಿಗೆ ಸೂಕ್ತ ಸೌಲಭ್ಯ ಕಲ್ಪಿಸಬೇಕು ಎಂದು ಒತ್ತಾಯಿಸಿದ್ದಾರೆ. ಚಿಕಿತ್ಸೆಗೆ ಬರುವ ರೋಗಿಗಳು ಮತ್ತು ಪಾಲಕರು ಫುಟ್‌ಪಾತ್ ಮೇಲೆ ಕುಳಿತು ವಿಶ್ರಾಂತಿ ಪಡೆಯುವ ದೃಶ್ಯ ಸಾಮಾನ್ಯವಾಗಿದೆ. [39,1044,502,1251]
story-divider [1005,776,1318,778]
mid-story2-body: ಬೇಡಿಟ್ಟು, ನೆಲದ ಆಟ ಪಾಠಗಳಿಂದ ದೂರ ಆಗಿದ್ದಾರೆ. ವೃದ್ಧಾಶ್ರಮಗಳು ಹೆಚ್ಚಾಗುತ್ತಿವೆ. ಅಜ್ಜ- ಅಜ್ಜಿ ಕತೆಗಳಿಂದ ಮಕ್ಕಳು ವಂಚಿತರಾಗುತ್ತಿದ್ದಾರೆ. ಜೊತೆಗೆ ತಮ್ಮ ಆಟದ ಸಾಮಾನುಗಳನ್ನು ಸ್ವಾತ ಸೃಷ್ಟಿಸಿಕೊಳ್ಳುವ ಕ್ರಿಯಾಶೀಲತೆಯೂ ಕಾಣೆಯಾಗಿ, ಪ್ಲಾಸ್ಟಿಕ್ ಆಟದ ಸಾಮಾನುಗಳು, ಬ್ಯಾಟರಿ ಚಾಲಿತ ಆಟದ ಸಾಮಾನುಗಳ ಸಹವಾಸದಲ್ಲಿ ಮಕ್ಕಳ ಮನೋಲೋಕ ಹಿಗ್ಗುವ ಬದಲಿಗೆ ಕುಗ್ಗುತ್ತಿದೆ ಎಂದು ಆತಂಕ ವ್ಯಕ್ತಪಡಿಸಿದರು. ಮಕ್ಕಳ ತಲೆಗೂಳಗೆ ರಾಗಿ,ರೊಟ್ಟಿ ಬದಲಿಗೆ ಬರ್ಗರ್, ಪೋಷಿಸದ ರೊಟ್ಟಿ ಬದಲಿಗೆ ಪಿಜ್ಜಾ, ಮುದ್ದೆ ಬದಲಿಗೆ ಪಾಸ್ತಾ, ನೂಡಲ್ಸ್ ಬಂದಿದೆ. ಕೆಲವು ಕೆಲವು ಮಕ್ಕಳು ಮೊಬೈಲ್ ಗೇಮ್‌ಗಳಿಗೆ ಅಡಿಕ್ಟ್ ಆಗುತ್ತಿದ್ದಾರೆ. ಇದರಿಂದ ಮಕ್ಕಳ ಆರೋಗ್ಯ ಹದಗೆಡುತ್ತಿದೆ ಎಂದರು. ಇದನ್ನು ಪೋಷಕರು ಗಂಭೀರವಾಗಿ ಪರಿಗಣಿಸಬೇಕು. ಮಕ್ಕಳ ವ್ಯಕ್ತಿತ್ವ ವಿಕಸನಕ್ಕೆ ಪೋಷಕರ ಪಾತ್ರ ಮಹತ್ವದ್ದು. ಕುಟುಂಬ, ಸಮಾಜ, ಸ್ನೇಹಿತರಿಂದ ಬೇರ್ಪಡಿಸುವ ವಿಡಿಯೋಗೇಮ್‌ಗಳು ಹಿಂಸಾತ್ಮಕ ಮನೋಭಾವ, ಕೋಪ, ಅಸಹನೆ, ಆತ್ಮಹತ್ಯಾ ಮನೋಭಾವ ಹೆಚ್ಚಿಸುತ್ತಿವೆ. ಇಂಥಾ ಮನಸ್ಥಿತಿಯ ಮಕ್ಕಳ ಭವಿಷ್ಯದಲ್ಲಿ ಹೇಗೆ ರೂಪುಗೊಳ್ಳುವರು ಎಂದು ಪ್ರಶ್ನಿಸಿದರು. ಈ ದೂರದೃಷ್ಟಿಯಿಂದ ಬಾಲಭವನದ ಕಾರ್ಯಕ್ರಮಗಳನ್ನು ರೂಪಿಸಲಾಗಿದೆ. ಬಿ.ಆರ್.ನಾಯ್ಡು ಅವರು ಬಾಲಭವನದ ಅಧ್ಯಕ್ಷರಾದ ನಂತರ ಮಕ್ಕಳ ಕಲಾ ಪ್ರತಿಭೆ ಬೆಳೆಸಲು ಅನೇಕ ಕಾರ್ಯಕ್ರಮಗಳನ್ನು ಹಮ್ಮಿಕೊಂಡಿದ್ದಾರೆ. ಮಕ್ಕಳ ಆರೋಗ್ಯಕರ ಬೆಳವಣಿಗೆಗೆ ಇಂತಹ ಕಾರ್ಯಕ್ರಮಗಳು ಸಹಕಾರಿ ಎಂದು ಶ್ಲಾಘಿಸಿದರು. ನಟರಾಜ, ಕಲಾವಿದರಾದ ಆನಂದ್, ತಿಮ್ಮಪ್ಪ ಸೇರಿದಂತೆ ಇತರರು ಉಪಸ್ಥಿತರಿದ್ದರು. [516,751,991,977]
ad-logo-icon: ✦ [1015,1598,1054,1637]
story-divider [39,1462,502,1464]
story-divider [1005,1334,1318,1336]
story3-headline: ನಿರ್ವಹಣೆ ಕುರಿತು ಕಾರ್ಯಾಗಾರ [130,1473,412,1505]
